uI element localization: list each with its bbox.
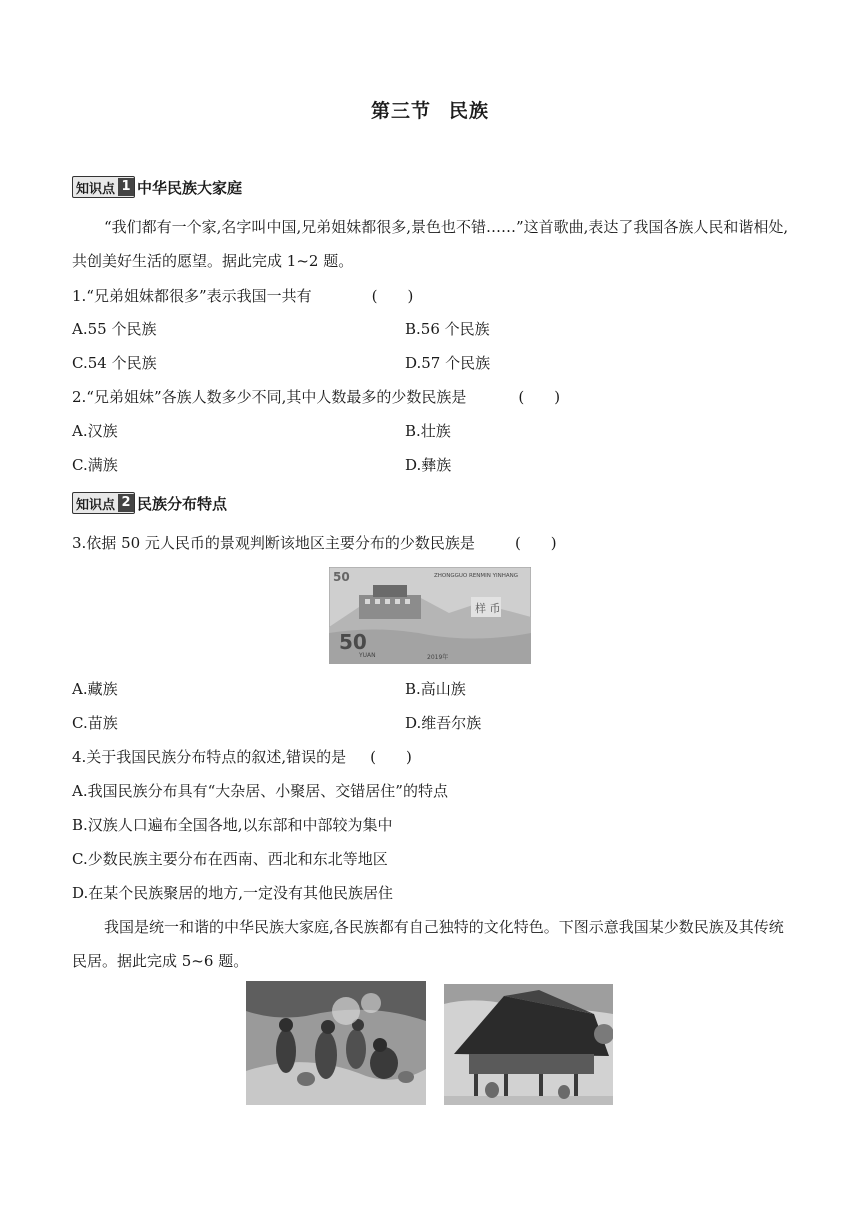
svg-text:YUAN: YUAN (359, 652, 376, 659)
svg-text:2019年: 2019年 (427, 654, 449, 661)
question-1-option-b[interactable]: B.56 个民族 (405, 320, 490, 338)
question-3-option-d[interactable]: D.维吾尔族 (405, 714, 482, 732)
question-2-option-d[interactable]: D.彝族 (405, 456, 452, 474)
question-1-option-d[interactable]: D.57 个民族 (405, 354, 491, 372)
question-1-stem: 1.“兄弟姐妹都很多”表示我国一共有 ( ) (72, 287, 414, 305)
intro-paragraph-2: 我国是统一和谐的中华民族大家庭,各民族都有自己独特的文化特色。下图示意我国某少数民族及其传统民居。据此完成 5~6 题。 (72, 918, 784, 970)
question-4-option-b[interactable]: B.汉族人口遍布全国各地,以东部和中部较为集中 (72, 816, 393, 834)
knowledge-point-2-header (72, 491, 227, 515)
question-2-option-b[interactable]: B.壮族 (405, 422, 451, 440)
banknote-50-yuan-image (329, 567, 531, 664)
question-1-option-c[interactable]: C.54 个民族 (72, 354, 157, 372)
question-4-option-d[interactable]: D.在某个民族聚居的地方,一定没有其他民族居住 (72, 884, 394, 902)
svg-text:ZHONGGUO RENMIN YINHANG: ZHONGGUO RENMIN YINHANG (434, 573, 518, 579)
knowledge-point-1-header (72, 175, 242, 199)
question-3-option-c[interactable]: C.苗族 (72, 714, 118, 732)
question-3-option-a[interactable]: A.藏族 (72, 680, 118, 698)
water-splashing-festival-photo (246, 981, 426, 1105)
intro-paragraph-1: “我们都有一个家,名字叫中国,兄弟姐妹都很多,景色也不错……”这首歌曲,表达了我国各族人民和谐相处,共创美好生活的愿望。据此完成 1~2 题。 (72, 218, 789, 270)
knowledge-point-title: 中华民族大家庭 (137, 178, 243, 197)
question-4-stem: 4.关于我国民族分布特点的叙述,错误的是 ( ) (72, 748, 412, 766)
svg-text:样 币: 样 币 (475, 602, 501, 615)
question-2-option-c[interactable]: C.满族 (72, 456, 118, 474)
question-4-option-a[interactable]: A.我国民族分布具有“大杂居、小聚居、交错居住”的特点 (72, 782, 448, 800)
knowledge-point-badge: 知识点 1 (72, 176, 135, 198)
question-2-stem: 2.“兄弟姐妹”各族人数多少不同,其中人数最多的少数民族是 ( ) (72, 388, 561, 406)
traditional-stilt-house-photo (444, 984, 613, 1105)
svg-text:50: 50 (339, 630, 367, 654)
knowledge-point-badge: 知识点 2 (72, 492, 135, 514)
question-1-option-a[interactable]: A.55 个民族 (72, 320, 157, 338)
knowledge-point-title: 民族分布特点 (137, 494, 228, 513)
question-2-option-a[interactable]: A.汉族 (72, 422, 118, 440)
question-4-option-c[interactable]: C.少数民族主要分布在西南、西北和东北等地区 (72, 850, 388, 868)
question-3-option-b[interactable]: B.高山族 (405, 680, 466, 698)
question-3-stem: 3.依据 50 元人民币的景观判断该地区主要分布的少数民族是 ( ) (72, 534, 557, 552)
svg-text:50: 50 (333, 570, 350, 584)
page-title: 第三节 民族 (370, 100, 490, 122)
